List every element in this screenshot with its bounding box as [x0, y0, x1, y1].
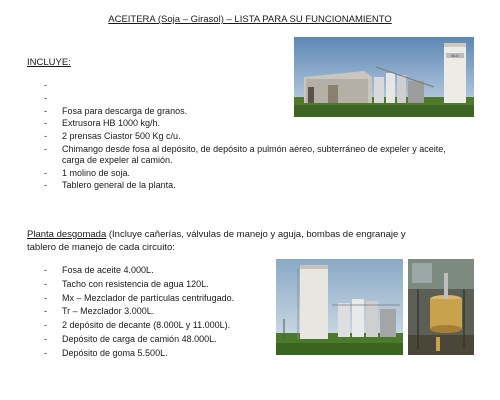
list-item-text: 1 molino de soja. [62, 167, 131, 178]
list-item-text: Fosa de aceite 4.000L. [62, 265, 154, 275]
list-item [44, 293, 284, 304]
list-item [44, 131, 449, 142]
bullet-dash: - [44, 143, 47, 154]
list-item-text: Chimango desde fosa al depósito, de depósito a pulmón aéreo, subterráneo de expeler y aceite, carga de expeler al camión. [62, 143, 446, 165]
list-item-text: 2 prensas Ciastor 500 Kg c/u. [62, 131, 181, 142]
bullet-dash: - [44, 320, 47, 331]
bullet-dash: - [44, 347, 47, 358]
list-item [44, 118, 449, 129]
list-item [44, 348, 284, 359]
bullet-dash: - [44, 105, 47, 116]
list-item-text: 2 depósito de decante (8.000L y 11.000L). [62, 320, 231, 331]
list-item-text: Depósito de carga de camión 48.000L. [62, 333, 217, 344]
silo-sign-text: SILO [451, 54, 459, 58]
list-item [44, 168, 449, 179]
list-item [44, 279, 284, 290]
list-item [44, 320, 284, 331]
bullet-dash: - [44, 292, 47, 303]
bullet-dash: - [44, 92, 47, 103]
list-item [44, 93, 449, 104]
document-title: ACEITERA (Soja – Girasol) – LISTA PARA SU FUNCIONAMIENTO [108, 14, 392, 25]
list-item-text: Extrusora HB 1000 kg/h. [62, 118, 161, 129]
bullet-dash: - [44, 131, 47, 142]
interior-tank-illustration [408, 259, 474, 355]
bullet-dash: - [44, 306, 47, 317]
list-item-text: Depósito de goma 5.500L. [62, 347, 168, 358]
list-item [44, 334, 284, 345]
bullet-dash: - [44, 167, 47, 178]
bullet-dash: - [44, 333, 47, 344]
includes-list [44, 80, 449, 193]
list-item [44, 106, 449, 117]
list-item [44, 180, 449, 191]
list-item [44, 80, 449, 91]
desgomada-description: (Incluye cañerías, válvulas de manejo y aguja, bombas de engranaje y tablero de manejo de cada circuito: [27, 229, 406, 253]
bullet-dash: - [44, 278, 47, 289]
bullet-dash: - [44, 118, 47, 129]
list-item-text: Fosa para descarga de granos. [62, 105, 188, 116]
list-item-text: Tablero general de la planta. [62, 180, 176, 191]
list-item-text: Tacho con resistencia de agua 120L. [62, 278, 209, 289]
list-item-text: Tr – Mezclador 3.000L. [62, 306, 155, 317]
silos-photo [276, 259, 403, 355]
list-item-text: Mx – Mezclador de partículas centrifugado. [62, 292, 235, 303]
desgomada-list [44, 265, 284, 362]
interior-tank-photo [408, 259, 474, 355]
bullet-dash: - [44, 180, 47, 191]
desgomada-heading: Planta desgomada [27, 229, 107, 240]
desgomada-intro [27, 229, 412, 255]
list-item [44, 144, 449, 166]
list-item [44, 306, 284, 317]
silos-illustration [276, 259, 403, 355]
includes-heading: INCLUYE: [27, 57, 71, 68]
list-item [44, 265, 284, 276]
bullet-dash: - [44, 80, 47, 90]
bullet-dash: - [44, 265, 47, 275]
